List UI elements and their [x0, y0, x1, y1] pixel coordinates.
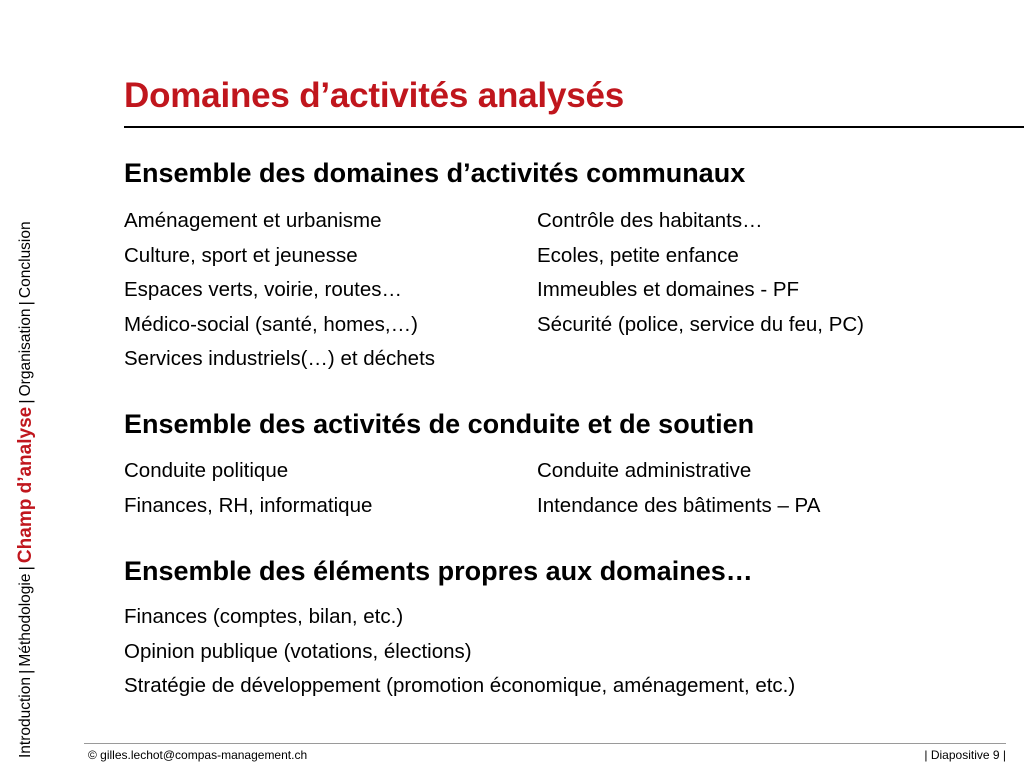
list-item: Stratégie de développement (promotion économique, aménagement, etc.) [124, 674, 796, 697]
list-item: Contrôle des habitants… [537, 209, 763, 232]
list-item: Opinion publique (votations, élections) [124, 639, 472, 663]
nav-item-conclusion[interactable]: Conclusion [17, 221, 34, 299]
footer-slide-number: | Diapositive 9 | [924, 748, 1006, 762]
section-heading-domaines: Ensemble des domaines d’activités communaux [124, 158, 746, 188]
list-item: Aménagement et urbanisme [124, 209, 382, 232]
list-item: Finances, RH, informatique [124, 493, 373, 517]
nav-separator: | [16, 566, 35, 571]
nav-separator: | [16, 669, 35, 674]
title-divider [124, 126, 1024, 128]
footer-copyright: © gilles.lechot@compas-management.ch [88, 748, 308, 762]
nav-separator: | [16, 399, 35, 404]
nav-item-champ-analyse-active[interactable]: Champ d’analyse [15, 406, 36, 564]
list-item: Culture, sport et jeunesse [124, 243, 358, 267]
nav-separator: | [16, 301, 35, 306]
list-item: Intendance des bâtiments – PA [537, 493, 821, 517]
section-domaines-right-list [537, 204, 864, 342]
section-elements-list [124, 600, 795, 704]
section-conduite-right-list [537, 454, 820, 523]
list-item: Espaces verts, voirie, routes… [124, 278, 402, 301]
list-item: Services industriels(…) et déchets [124, 347, 436, 370]
nav-item-introduction[interactable]: Introduction [17, 677, 34, 758]
section-conduite-left-list [124, 454, 372, 523]
list-item: Médico-social (santé, homes,…) [124, 312, 418, 336]
list-item: Ecoles, petite enfance [537, 243, 739, 267]
list-item: Sécurité (police, service du feu, PC) [537, 312, 864, 336]
list-item: Conduite politique [124, 459, 289, 482]
list-item: Conduite administrative [537, 459, 752, 482]
footer-divider [84, 743, 1006, 744]
section-domaines-left-list [124, 204, 435, 377]
nav-item-organisation[interactable]: Organisation [17, 308, 34, 397]
section-navigation [10, 62, 42, 758]
slide-title: Domaines d’activités analysés [124, 76, 625, 115]
section-heading-conduite: Ensemble des activités de conduite et de soutien [124, 409, 755, 439]
section-heading-elements: Ensemble des éléments propres aux domaines… [124, 556, 753, 586]
list-item: Immeubles et domaines - PF [537, 278, 800, 301]
list-item: Finances (comptes, bilan, etc.) [124, 605, 404, 628]
nav-item-methodologie[interactable]: Méthodologie [17, 573, 34, 667]
